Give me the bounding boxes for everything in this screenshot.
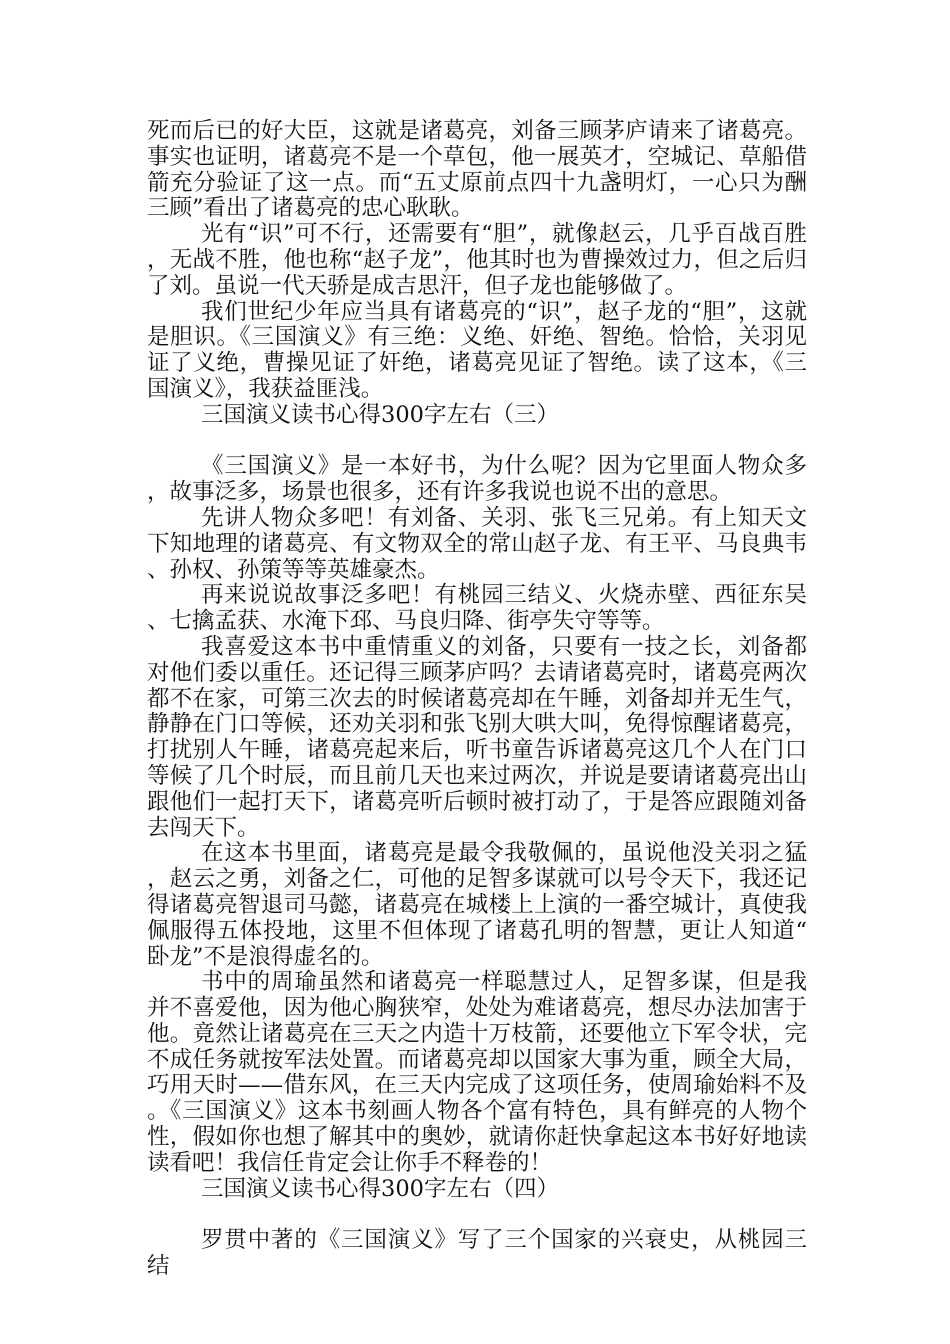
paragraph: 光有“识”可不行，还需要有“胆”，就像赵云，几乎百战百胜，无战不胜，他也称“赵子龙”，他其时也为曹操效过力，但之后归了刘。虽说一代天骄是成吉思汗，但子龙也能够做了。 — [147, 221, 807, 299]
blank-line — [147, 1202, 807, 1228]
paragraph: 书中的周瑜虽然和诸葛亮一样聪慧过人，足智多谋，但是我并不喜爱他，因为他心胸狭窄，处处为难诸葛亮，想尽办法加害于他。竟然让诸葛亮在三天之内造十万枝箭，还要他立下军令状，完不成任务就按军法处置。而诸葛亮却以国家大事为重，顾全大局，巧用天时——借东风，在三天内完成了这项任务，使周瑜始料不及。《三国演义》这本书刻画人物各个富有特色，具有鲜亮的人物个性，假如你也想了解其中的奥妙，就请你赶快拿起这本书好好地读读看吧！我信任肯定会让你手不释卷的！ — [147, 969, 807, 1176]
paragraph: 我们世纪少年应当具有诸葛亮的“识”，赵子龙的“胆”，这就是胆识。《三国演义》有三绝：义绝、奸绝、智绝。恰恰，关羽见证了义绝，曹操见证了奸绝，诸葛亮见证了智绝。读了这本，《三国演义》，我获益匪浅。 — [147, 298, 807, 402]
document-body — [147, 119, 807, 1280]
section-heading: 三国演义读书心得300字左右（三） — [201, 401, 559, 428]
paragraph: 我喜爱这本书中重情重义的刘备，只要有一技之长，刘备都对他们委以重任。还记得三顾茅庐吗？去请诸葛亮时，诸葛亮两次都不在家，可第三次去的时候诸葛亮却在午睡，刘备却并无生气，静静在门口等候，还劝关羽和张飞别大哄大叫，免得惊醒诸葛亮，打扰别人午睡，诸葛亮起来后，听书童告诉诸葛亮这几个人在门口等候了几个时辰，而且前几天也来过两次，并说是要请诸葛亮出山跟他们一起打天下，诸葛亮听后顿时被打动了，于是答应跟随刘备去闯天下。 — [147, 633, 807, 841]
paragraph: 先讲人物众多吧！有刘备、关羽、张飞三兄弟。有上知天文下知地理的诸葛亮、有文物双全的常山赵子龙、有王平、马良典韦、孙权、孙策等等英雄豪杰。 — [147, 504, 807, 583]
paragraph: 罗贯中著的《三国演义》写了三个国家的兴衰史，从桃园三结 — [147, 1227, 807, 1280]
section-heading: 三国演义读书心得300字左右（四） — [201, 1175, 559, 1202]
paragraph: 死而后已的好大臣，这就是诸葛亮，刘备三顾茅庐请来了诸葛亮。事实也证明，诸葛亮不是一个草包，他一展英才，空城记、草船借箭充分验证了这一点。而“五丈原前点四十九盏明灯，一心只为酬三顾”看出了诸葛亮的忠心耿耿。 — [147, 118, 807, 222]
paragraph: 再来说说故事泛多吧！有桃园三结义、火烧赤壁、西征东吴、七擒孟获、水淹下邳、马良归降、街亭失守等等。 — [147, 582, 807, 635]
blank-line — [147, 429, 807, 455]
paragraph: 在这本书里面，诸葛亮是最令我敬佩的，虽说他没关羽之猛，赵云之勇，刘备之仁，可他的足智多谋就可以号令天下，我还记得诸葛亮智退司马懿，诸葛亮在城楼上上演的一番空城计，真使我佩服得五体投地，这里不但体现了诸葛孔明的智慧，更让人知道“卧龙”不是浪得虚名的。 — [147, 840, 807, 970]
paragraph: 《三国演义》是一本好书，为什么呢？因为它里面人物众多，故事泛多，场景也很多，还有许多我说也说不出的意思。 — [147, 453, 807, 506]
